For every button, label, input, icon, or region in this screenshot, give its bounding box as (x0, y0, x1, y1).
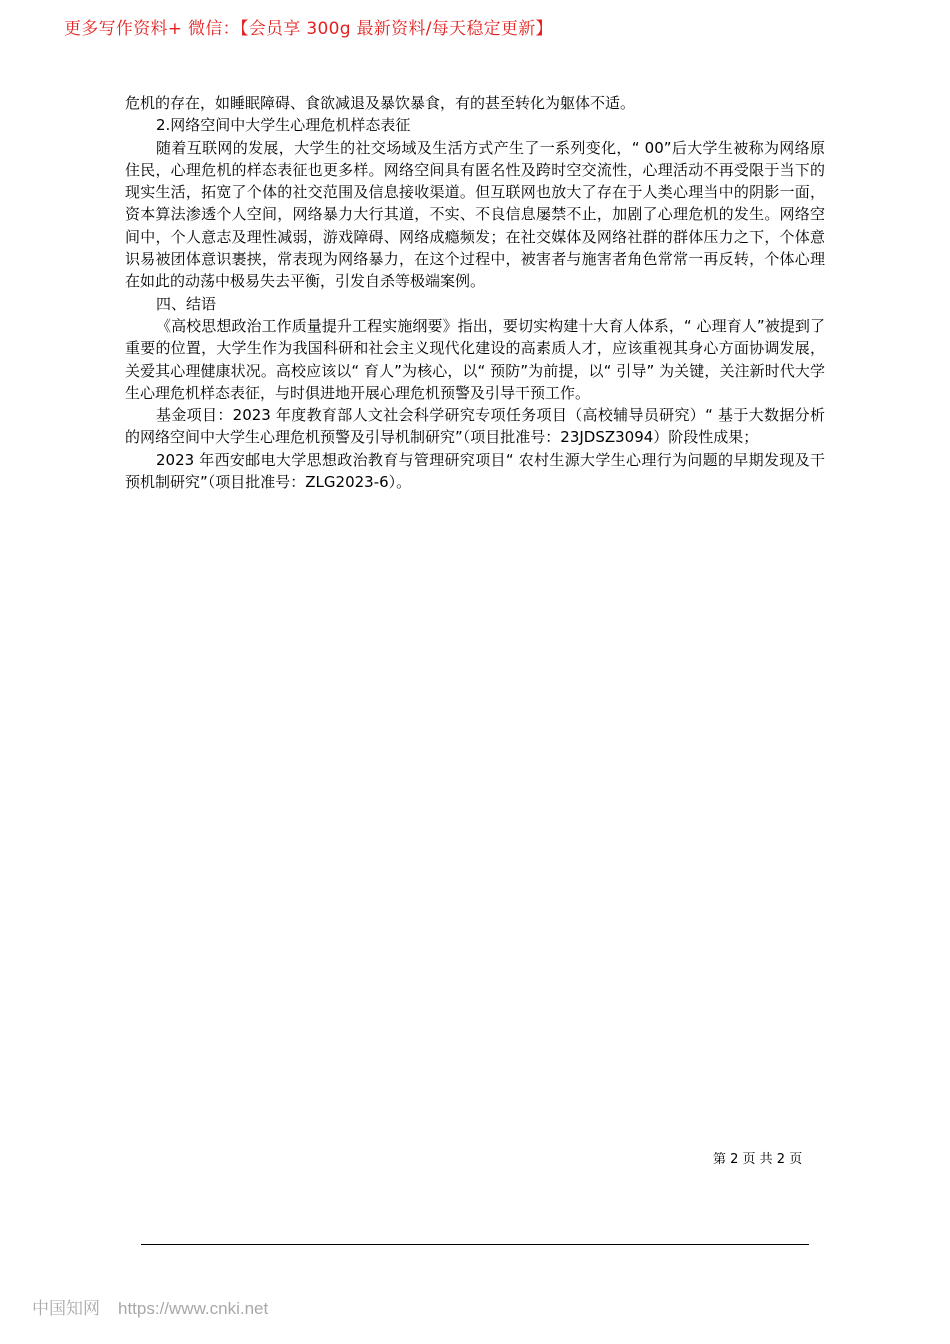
section-heading-2: 2.网络空间中大学生心理危机样态表征 (156, 116, 411, 135)
cnki-watermark (32, 1294, 268, 1319)
watermark-site-name: 中国知网 (32, 1299, 100, 1319)
section-heading-conclusion: 四、结语 (156, 294, 217, 313)
paragraph-continuation: 危机的存在，如睡眠障碍、食欲减退及暴饮暴食，有的甚至转化为躯体不适。 (125, 94, 636, 112)
page-number: 第 2 页 共 2 页 (713, 1152, 803, 1167)
document-body (125, 92, 825, 493)
watermark-url: https://www.cnki.net (118, 1299, 269, 1318)
paragraph-funding-2: 2023 年西安邮电大学思想政治教育与管理研究项目“ 农村生源大学生心理行为问题的早期发现及干预机制研究”（项目批准号：ZLG2023-6）。 (125, 450, 825, 492)
promo-banner: 更多写作资料+ 微信：【会员享 300g 最新资料/每天稳定更新】 (64, 19, 553, 39)
paragraph-funding-1: 基金项目：2023 年度教育部人文社会科学研究专项任务项目（高校辅导员研究）“ 基于大数据分析的网络空间中大学生心理危机预警及引导机制研究”（项目批准号：23JDSZ3094）阶段性成果； (125, 406, 825, 447)
paragraph-conclusion: 《高校思想政治工作质量提升工程实施纲要》指出，要切实构建十大育人体系，“ 心理育人”被提到了重要的位置，大学生作为我国科研和社会主义现代化建设的高素质人才，应该重视其身心方面协调发展，关爱其心理健康状况。高校应该以“ 育人”为核心，以“ 预防”为前提，以“ 引导” 为关键，关注新时代大学生心理危机样态表征，与时俱进地开展心理危机预警及引导干预工作。 (125, 316, 825, 402)
paragraph-network-space: 随着互联网的发展，大学生的社交场域及生活方式产生了一系列变化，“ 00”后大学生被称为网络原住民，心理危机的样态表征也更多样。网络空间具有匿名性及跨时空交流性，心理活动不再受限于当下的现实生活，拓宽了个体的社交范围及信息接收渠道。但互联网也放大了存在于人类心理当中的阴影一面，资本算法渗透个人空间，网络暴力大行其道，不实、不良信息屡禁不止，加剧了心理危机的发生。网络空间中，个人意志及理性减弱，游戏障碍、网络成瘾频发；在社交媒体及网络社群的群体压力之下，个体意识易被团体意识裹挟，常表现为网络暴力，在这个过程中，被害者与施害者角色常常一再反转，个体心理在如此的动荡中极易失去平衡，引发自杀等极端案例。 (125, 138, 825, 291)
footer-divider (141, 1244, 809, 1245)
